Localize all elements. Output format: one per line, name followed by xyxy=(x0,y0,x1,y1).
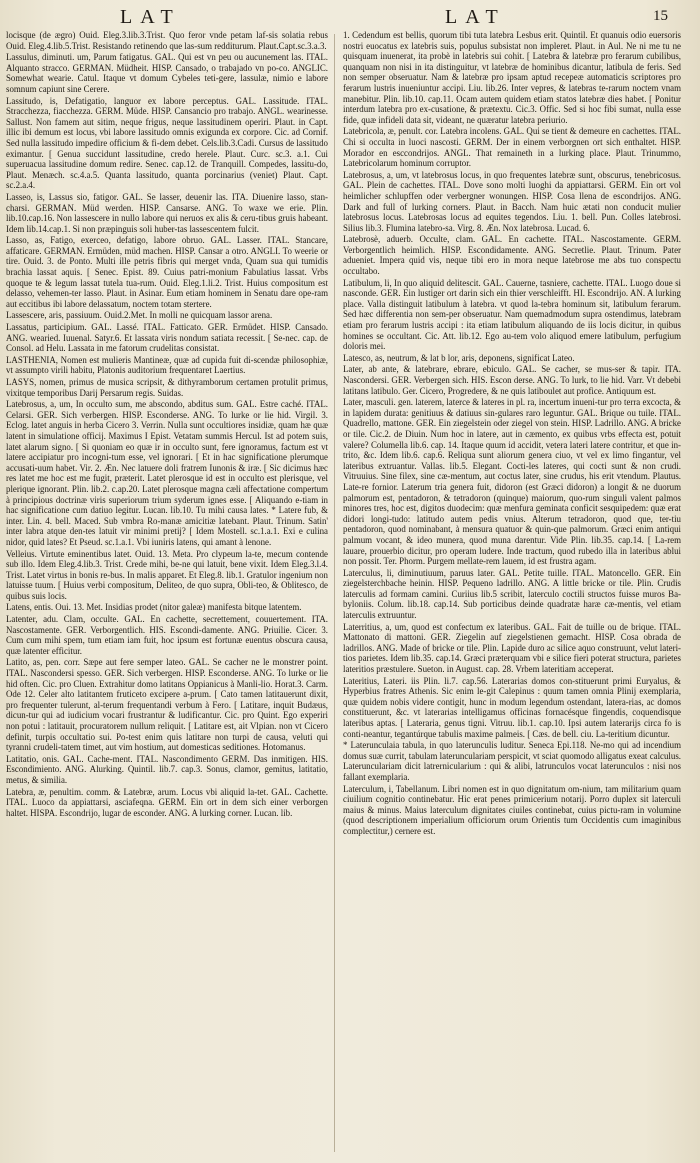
entry-latibulo: Later, ab ante, & latebrare, ebrare, ebiculo. GAL. Se cacher, se mus-ser & tapir. ITA. Nascondersi. GER. Verbergen sich. HIS. Escon derse. ANG. To lurk, to lie hid. Varr. Vt debebi latitans latibulo. Ger. Cicero, Progredere, & ne quis latiboulet aut profice. Antiquum est. xyxy=(343,364,681,396)
entry-latesco: Latesco, as, neutrum, & lat b lor, aris, deponens, significat Lateo. xyxy=(343,352,575,363)
entry-laterculum: Laterculum, i, Tabellanum. Libri nomen est in quo dignitatum om-nium, tam militarium quam ciuilium cognitio continebatur. Hic erat penes primicerium notarij. Porro duplex sit laterculi maius & minus. Maius laterculum dignitates ciuiles continebat, cuius pictu-ram in volumine (quod descriptionem imperialium officiorum orum Orientis tum Occidentis cum imaginibus complectitur,) cernere est. xyxy=(343,783,681,836)
entry-latebra: Latebra, æ, penultim. comm. & Latebræ, arum. Locus vbi aliquid la-tet. GAL. Cachette. ITAL. Luoco da appiattarsi, asciafeqna. GERM. Ein ort in dem sich einer verborgen haltet. HISPA. Escondrijo, lugar de esconder. ANG. A lurking corner. Lucan. lib. xyxy=(6,786,328,818)
entry-laterculus: Laterculus, li, diminutiuum, paruus later. GAL. Petite tuille. ITAL. Matoncello. GER. Ein ziegelsterchbache heinin. HISP. Pequeno ladrillo. ANG. A little bricke or tile. Plin. Crudis laterculis ad formam camini. Curiius lib.5 scribit, laterculo coctili structos fuisse muros Ba-byloniis. Colum. lib.18. cap.14. Sub porticibus deinde quadratæ haræ cæ-mentis, vel etiam laterculis extruuntur. xyxy=(343,567,681,621)
right-column xyxy=(343,30,681,1156)
entry-lassatus: Lassatus, participium. GAL. Lassé. ITAL. Fatticato. GER. Ermüdet. HISP. Cansado. ANG. wearied. Iuuenal. Satyr.6. Et lassata viris nondum satiata recessit. [ Se-nec. cap. de Consol. ad Helu. Lassata in me fatorum crudelitas consistat. xyxy=(6,322,328,354)
entry-lassulus-tail: locisque (de ægro) Ouid. Eleg.3.lib.3.Trist. Quo feror vnde petam laf-sis solatia rebus Ouid. Eleg.4.lib.5.Trist. Resistando retinendo que las-sum redditurum. Plaut.Capt.sc.3.a.3. xyxy=(6,30,328,51)
page-number: 15 xyxy=(653,8,668,24)
entry-lassescere: Lassescere, aris, passiuum. Ouid.2.Met. In molli ne quicquam lassor arena. xyxy=(6,310,273,321)
entry-lateo-cont: Velleius. Virtute eminentibus latet. Ouid. 13. Meta. Pro clypeum la-te, mecum contende sub illo. Idem Eleg.4.lib.3. Trist. Crede mihi, be-ne qui latuit, bene vixit. Idem Eleg.3.l.4. Trist. Latet virtus in bonis re-bus. In malis apparet. Et Eleg.8. lib.1. Gratulor ingenium non latuisse tuum. [ Huius verbi compositum, Deliteo, de quo supra, Obli-teo, & Oblitesco, de quibus suis locis. xyxy=(6,548,328,601)
column-divider xyxy=(334,34,335,1152)
entry-laterunculaia: * Laterunculaia tabula, in quo laterunculis luditur. Seneca Epi.118. Ne-mo qui ad incendium domus suæ currit, tabulam laterunculariam perspicit, vt sciat quomodo alligatus exeat calculus. Laterunculariam dicit latrernicularium : qui & alibi, latrunculos vocat laterunculos : nisi nos fallant exemplaria. xyxy=(343,740,681,782)
entry-lassulus: Lassulus, diminuti. um, Parum fatigatus. GAL. Qui est vn peu ou aucunement las. ITAL. Alquanto stracco. GERMAN. Müdheit. HISP. Cansado, o trabajado vn po-co. ANGLIC. Somewhat wearie. Catul. Itaque vt domum Cybeles teti-gere, lassulæ, nimio e labore somnum capiunt sine Cerere. xyxy=(6,52,328,94)
entry-latens: Latens, entis. Oui. 13. Met. Insidias prodet (nitor galeæ) manifesta bitque latentem. xyxy=(6,602,302,613)
entry-lateo: Latebrosus, a, um, In occulto sum, me abscondo, abditus sum. GAL. Estre caché. ITAL. Celarsi. GER. Sich verbergen. HISP. Esconderse. ANG. To lurke or lie hid. Virgil. 3. Eclog. latet anguis in herba Cicero 3. Verrin. Nulla sunt occultiores insidiæ, quam hæ quæ latent in simulatione officij. Maximus I Epist. Vetatam summis Hercul. Ist ad potem suis, latet alarum signo. [ Si quoniam eo quæ ir in occulto sunt, fere ignoramus, factum est vt latere accipiatur pro incogni-tum esse, vel ignorari. [ Et in hac significatione plerumque accusati-uum habet. Vir. 2. Æn. Nec latuere doli fratrem Iunonis & iræ. [ Sic dicimus hæc res latet me hoc est me fugit, præterit. Latet plerosque id est in occulto est plerisque, vel plerique ignorant. Plin. lib.2. c.ap.20. Latet plerosque magna cæli affectatione compertum à principious doctrinæ viris superiorum trium syderum ignes esse. [ Aliquando e-tiam in hac significatione cum datiuo legitur. Lucan. lib.10. Tu mihi causa lates. * Latere fub, & inter. Lin. 4. bell. Maced. Sub vmbra Ro-manæ amicitiæ latebant. Plaut. Trinum. Satin' inter labra atque den-tes latuit vir minimi pretij? [ Idem Mostell. sc.1.a.1. Exi e culina nidor, quid lates? Et Pseud. sc.1.a.1. Vbi iuniris latens, qui amant à lenone. xyxy=(6,399,328,547)
left-column xyxy=(6,30,328,1156)
entry-latito: Latito, as, pen. corr. Sæpe aut fere semper lateo. GAL. Se cacher ne le monstrer point. ITAL. Nascondersi spesso. GER. Sich verbergen. HISP. Esconderse. ANG. To lurke or lie hid often. Cic. pro Cluen. Extrahitur domo latitans Oppianicus à Manli-lio. Horat.3. Carm. Ode 12. Celer alto latitantem fruticeto excipere a-prum. [ Cato tamen latitauerunt dixit, pro frequenter tulerunt, al-terum frequentandi verbum à Fero. [ Latitare, inquit Budæus, dicun-tur qui ad iudicium vocari frustrantur & ludificantur. Cic. pro Quint. Ego experiri non potui : latitauit, procuratorem nullum reliquit. [ Latitare est, ait Vlpian. non vt Cicero definit, turpis occultatio sui. Po-test enim quis latitare non turpi de causa, veluti qui tyranni crudeli-tatem timet, aut vim hostium, aut domesticas seditiones. Hotomanus. xyxy=(6,657,328,753)
entry-lateraria: Lateritius, Lateri. iis Plin. li.7. cap.56. Laterarias domos con-stituerunt primi Euryalus, & Hyperbius fratres Athenis. Sic enim le-git Calepinus : quum tamen omnia Plinij exemplaria, quæ quidem nobis videre contigit, hunc in modum legendum ostendant, latera-rias, ac domos constituerunt, &c. vt laterarias intelligamus officinas fornacésque fingendis, coquendisque lateribus aptas. [ Lateraria, genus tigni. Vitruu. lib.1. cap.10. Ipsi autem laterarijs circa fo is conti-neantur, tegantúrque tabulis maxime palmeis. [ Cæs. de bell. ciu. La-teritium dicuntur. xyxy=(343,675,681,739)
entry-latebrose: Latebrosè, aduerb. Occulte, clam. GAL. En cachette. ITAL. Nascostamente. GERM. Verborgentlich heimlich. HISP. Escondidamente. ANG. Secretlie. Plaut. Trinum. Pater adueniet. Impera quid vis, neque tibi ero in mora neque latebrose me abs tuo conspectu occultabo. xyxy=(343,234,681,277)
running-head xyxy=(0,4,700,30)
entry-latenter: Latenter, adu. Clam, occulte. GAL. En cachette, secrettement, couuertement. ITA. Nascostamente. GER. Verborgentlich. HIS. Escondi-damente. ANG. Priuilie. Cicer. 3. Cum cum mihi spem, tum etiam iam fuit, hoc ipsum est fortunæ euentus obscura causa, quæ latenter efficitur. xyxy=(6,614,328,656)
running-head-right: LAT xyxy=(445,6,506,28)
entry-lasthenia: LASTHENIA, Nomen est mulieris Mantineæ, quæ ad cupida fuit di-scendæ philosophiæ, vt assumpto virili habitu, Platonis auditorium frequentaret Laertius. xyxy=(6,354,328,376)
entry-lasso: Lasso, as, Fatigo, exerceo, defatigo, labore obruo. GAL. Lasser. ITAL. Stancare, affaticare. GERMAN. Ermüden, müd machen. HISP. Cansar a otro. ANGLI. To weerie or tire. Ouid. 3. de Ponto. Multi ille petris fibris qui merget vnda, Quam sua qui tumidis brachia lassat aquis. [ Senec. Epist. 89. Cuius patri-monium Fabulatius lassat. Vrbs quoque te & legum lassat tutela tua-rum. Ouid. Eleg.1.li.2. Trist. Huius compositum est delasso, vehemen-ter lasso. Plaut. in Asinar. Eum etiam hominem in Senatu dare ope-ram aut eccitibus ibi labore delassatum, noctem totam stertere. xyxy=(6,235,328,309)
entry-lateritius: Laterritius, a, um, quod est confectum ex lateribus. GAL. Fait de tuille ou de brique. ITAL. Mattonato di mattoni. GER. Ziegelin auf ziegelstienen gemacht. HISP. Cosa obrada de ladrillos. ANG. Made of bricke or tile. Plin. Lapide duro ac silice aquo construunt, velut lateri-tios parietes. Idem lib.35. cap.14. Græci præterquam vbi e silice fieri poterat structura, parietes lateritios præstulere. Sueton. in August. cap. 28. Vrbem lateritiam acceperat. xyxy=(343,621,681,675)
entry-later: Later, masculi. gen. laterem, laterce & lateres in pl. ra, incertum inueni-tur pro terra excocta, & in lapidem durata: genitiuus & datiuus sin-gulares raro leguntur. GAL. Brique ou tuile. ITAL. Quadrello, mattone. GER. Ein ziegelstein oder ziegel von stein. HISP. Ladrillo. ANG. A bricke or tile. Cic.2. de Diuin. Num hoc in latere, aut in cæmento, ex quibus vrbs effecta est, potuit valere? Columella lib.6. cap. 14. Itaque quum id accidit, vetera lateri latere contritur, et que in-trito, &c. Idem lib.6. cap.6. Reliqua sunt aliorum genera ciuo, vt vel ex limo fingantur, vel lateribus extruantur. Vallas. lib.5. Elegant. Cocti-les lateres, qui cocti sunt & non crudi. Vitruuius. Sine filex, sine cæ-mentum, aut coctus later, sine crudus, his erit vtendum. Plautus. Late-re fornior. Laterum tria genera fuit, didoron (est Græci didoron) a longit & ne duorum palmorum est, pentadoron, & tetradoron (quinque) maiorum, quo-rum singuli valent palmos minores tres, hoc est, digitos duodecim: quæ menfura geminata conficit sesquipedem: quæ erat didori longi-tudo: latitudo autem pedis vnius. Alterum tetradoron, quod que, ter-tiu pentadoron, quod nominabant, à mensura quatuor & quin-que palmorum. Græci enim antiqui palmum vocant, & ideo munera, quod muna darentur. Vide Plin. lib.35. cap.14. [ La-rem lauare, prouerbio dicitur, pro operam ludere. Inde tractum, quod rubedo illa in lateribus ablui non possit. Ter. Phorm. Purgem mellate-rem lauem, id est frustra agam. xyxy=(343,397,681,567)
running-head-left: LAT xyxy=(120,6,181,28)
entry-lasseo: Lasseo, is, Lassus sio, fatigor. GAL. Se lasser, deuenir las. ITA. Diuenire lasso, stan-charsi. GERMAN. Müd werden. HISP. Cansarse. ANG. To waxe we erie. Plin. lib.10.cap.16. Non lassescere in nullo labore qui neruos ex alis & ceru-tibus gruis habeant. Idem lib.14.cap.1. Si non præpinguis soli huber-tas lassescentem fulcit. xyxy=(6,191,328,234)
entry-latebra-cont: 1. Cedendum est bellis, quorum tibi tuta latebra Lesbus erit. Quintil. Et quanuis odio euersoris nostri euocatus ex latebris suis, populus subsistat non impleret. Plaut. in Aul. Ne ni me tu ne quisquam inuenerat, ita probè in latebris sui cohit. [ Latebra & latebræ pro ferarum cubilibus, quanquam non nisi in ita distinguitur, vt latebræ de hominibus dicantur, latibula de feris. Sed non semper obseruatur. Nam & latebræ pro ipsam aptud recepeæ automaticis scriptores pro ferarum lustris inueniuntur accipi. Liu. lib.26. Inter vepres, & latebras te-rarum noctem vnam manebitur. Plin. lib.10. cap.11. Ocam autem quidem etiam statos latebræ dies habet. [ Ponitur interdum latebra pro ex-cusatione, & prætextu. Cic.3. Offic. Sed si hoc fibi sumat, nulla esse fide, quæ infideli data sit, videant, ne quæratur latebra periurio. xyxy=(343,30,681,125)
entry-latitatio: Latitatio, onis. GAL. Cache-ment. ITAL. Nascondimento GERM. Das inmitigen. HIS. Escondimiento. ANG. Alurking. Quintil. lib.7. cap.3. Sonus, clamor, gemitus, latitatio, metus, & similia. xyxy=(6,753,328,785)
entry-latibulum: Latibulum, li, In quo aliquid delitescit. GAL. Cauerne, tasniere, cachette. ITAL. Luogo doue si nasconde. GER. Ein lustiger ort darin sich ein thier verschleifft. HI. Escondrijo. AN. A lurking place. Valla distinguit latibulum à latebra. vt quod la-tebra hominum sit, latibulum ferarum. Sed hæc differentia non sem-per obseruatur. Nam quemadmodum supra ostendimus, latebram etiam pro ferarum lustris accipi : ita etiam latibulum aliquando de iis locis dicitur, in quibus homines se occultant. Cic. Att. lib.12. Ego au-tem volo aliquod emere latibulum, perfugium doloris mei. xyxy=(343,277,681,352)
entry-latebricola: Latebricola, æ, penult. cor. Latebra incolens. GAL. Qui se tient & demeure en cachettes. ITAL. Chi si occulta in luoci nascosti. GERM. Der in einem verborgnen ort sich enthaltet. HISP. Morador en esccondrijos. ANGL. That remaineth in a lurking place. Plaut. Trinummo, Latebricolarum hominum corruptor. xyxy=(343,126,681,169)
entry-latebrosus: Latebrosus, a, um, vt latebrosus locus, in quo frequentes latebræ sunt, obscurus, tenebricosus. GAL. Plein de cachettes. ITAL. Dove sono molti luoghi da appiattarsi. GERM. Ein ort vol heimlicher schlupffen oder verbergner wonungen. HISP. Cosa llena de escondrijos. ANG. Dark and full of lurking corners. Plaut. in Bacch. Nam huic ætati non conducit mulier latebrosus locus. Latebrosas locus ad equites tegendos. Liu. 1. bell. Pun. Colles latebrosi. Silius lib.3. Flumina latebro-sa. Virg. 8. Æn. Nox latebrosa. Lucad. 6. xyxy=(343,169,681,233)
entry-lassitudo: Lassitudo, is, Defatigatio, languor ex labore perceptus. GAL. Lassitude. ITAL. Stracchezza, fiacchezza. GERM. Müde. HISP. Cansancio pro trabajo. ANGL. wearinesse. Sallust. Non famem aut sitim, neque frigus, neque lassitudinem operiri. Plaut. in Capt. illic ibi demum est locus, vbi labore lassitudo omnis exigunda ex corpore. Cic. ad Cornif. Sed nulla lassitudo impedire officium & fi-dem debet. Cels.lib.3.Cadi. Cursus de lassitudo eximantur. [ Genua succidunt lassitudine, credo herele. Plaut. Curc. sc.3. a.1. Cui superuacua lassitudine domum redire. Senec. cap.12. de Tranquill. Compedes, lassitu-do, Plaut. Menæch. sc.4.a.5. Quanta lassitudo, quanta porcinarius (veniet) Plaut. Capt. sc.2.a.4. xyxy=(6,95,328,191)
entry-lasys: LASYS, nomen, primus de musica scripsit, & dithyramborum certamen protulit primus, vixitque temporibus Darij Persarum regis. Suidas. xyxy=(6,377,328,398)
